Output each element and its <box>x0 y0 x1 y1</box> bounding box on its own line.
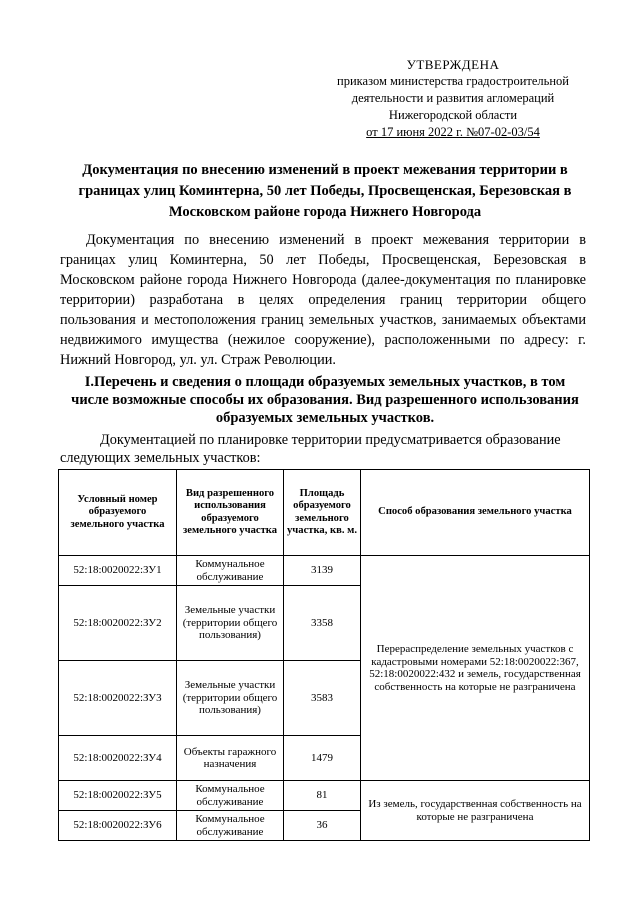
cell-method: Из земель, государственная собственность на которые не разграничена <box>361 781 590 841</box>
cell-area: 3358 <box>284 586 361 661</box>
document-title: Документация по внесению изменений в проект межевания территории в границах улиц Коминтерна, 50 лет Победы, Просвещенская, Березовская в Московском районе города Нижнего Новгорода <box>78 162 572 220</box>
cell-area: 36 <box>284 811 361 841</box>
cell-number: 52:18:0020022:ЗУ3 <box>59 661 177 736</box>
cell-number: 52:18:0020022:ЗУ4 <box>59 736 177 781</box>
table-header-row <box>59 470 590 556</box>
cell-number: 52:18:0020022:ЗУ5 <box>59 781 177 811</box>
land-plots-table <box>58 469 590 841</box>
approval-line: деятельности и развития агломераций <box>351 91 555 105</box>
approval-order: от 17 июня 2022 г. №07-02-03/54 <box>366 125 540 139</box>
cell-use: Земельные участки (территории общего пользования) <box>177 586 284 661</box>
header-area: Площадь образуемого земельного участка, кв. м. <box>284 470 361 556</box>
header-use: Вид разрешенного использования образуемого земельного участка <box>177 470 284 556</box>
cell-use: Коммунальное обслуживание <box>177 781 284 811</box>
header-number: Условный номер образуемого земельного участка <box>59 470 177 556</box>
cell-use: Земельные участки (территории общего пользования) <box>177 661 284 736</box>
intro-paragraph: Документация по внесению изменений в проект межевания территории в границах улиц Коминтерна, 50 лет Победы, Просвещенская, Березовская в Московском районе города Нижнего Новгорода (далее-документация по планировке территории) разработана в целях определения границ территории общего пользования и местоположения границ земельных участков, занимаемых объектами недвижимого имущества (нежилое сооружение), расположенными по адресу: г. Нижний Новгород, ул. ул. Страж Революции. <box>60 232 586 368</box>
cell-number: 52:18:0020022:ЗУ1 <box>59 556 177 586</box>
cell-use: Объекты гаражного назначения <box>177 736 284 781</box>
approval-stamp <box>318 56 588 141</box>
cell-area: 81 <box>284 781 361 811</box>
cell-area: 1479 <box>284 736 361 781</box>
cell-use: Коммунальное обслуживание <box>177 811 284 841</box>
cell-area: 3583 <box>284 661 361 736</box>
table-row <box>59 556 590 586</box>
cell-number: 52:18:0020022:ЗУ2 <box>59 586 177 661</box>
table-row <box>59 781 590 811</box>
cell-number: 52:18:0020022:ЗУ6 <box>59 811 177 841</box>
cell-method: Перераспределение земельных участков с кадастровыми номерами 52:18:0020022:367, 52:18:0020022:432 и земель, государственная собственность на которые не разграничена <box>361 556 590 781</box>
approval-heading: УТВЕРЖДЕНА <box>406 57 500 72</box>
approval-line: приказом министерства градостроительной <box>337 74 569 88</box>
cell-use: Коммунальное обслуживание <box>177 556 284 586</box>
section-title: I.Перечень и сведения о площади образуемых земельных участков, в том числе возможные способы их образования. Вид разрешенного использования образуемых земельных участков. <box>71 374 579 426</box>
header-method: Способ образования земельного участка <box>361 470 590 556</box>
approval-line: Нижегородской области <box>388 108 518 122</box>
cell-area: 3139 <box>284 556 361 586</box>
section-text: Документацией по планировке территории предусматривается образование следующих земельных участков: <box>60 432 561 466</box>
